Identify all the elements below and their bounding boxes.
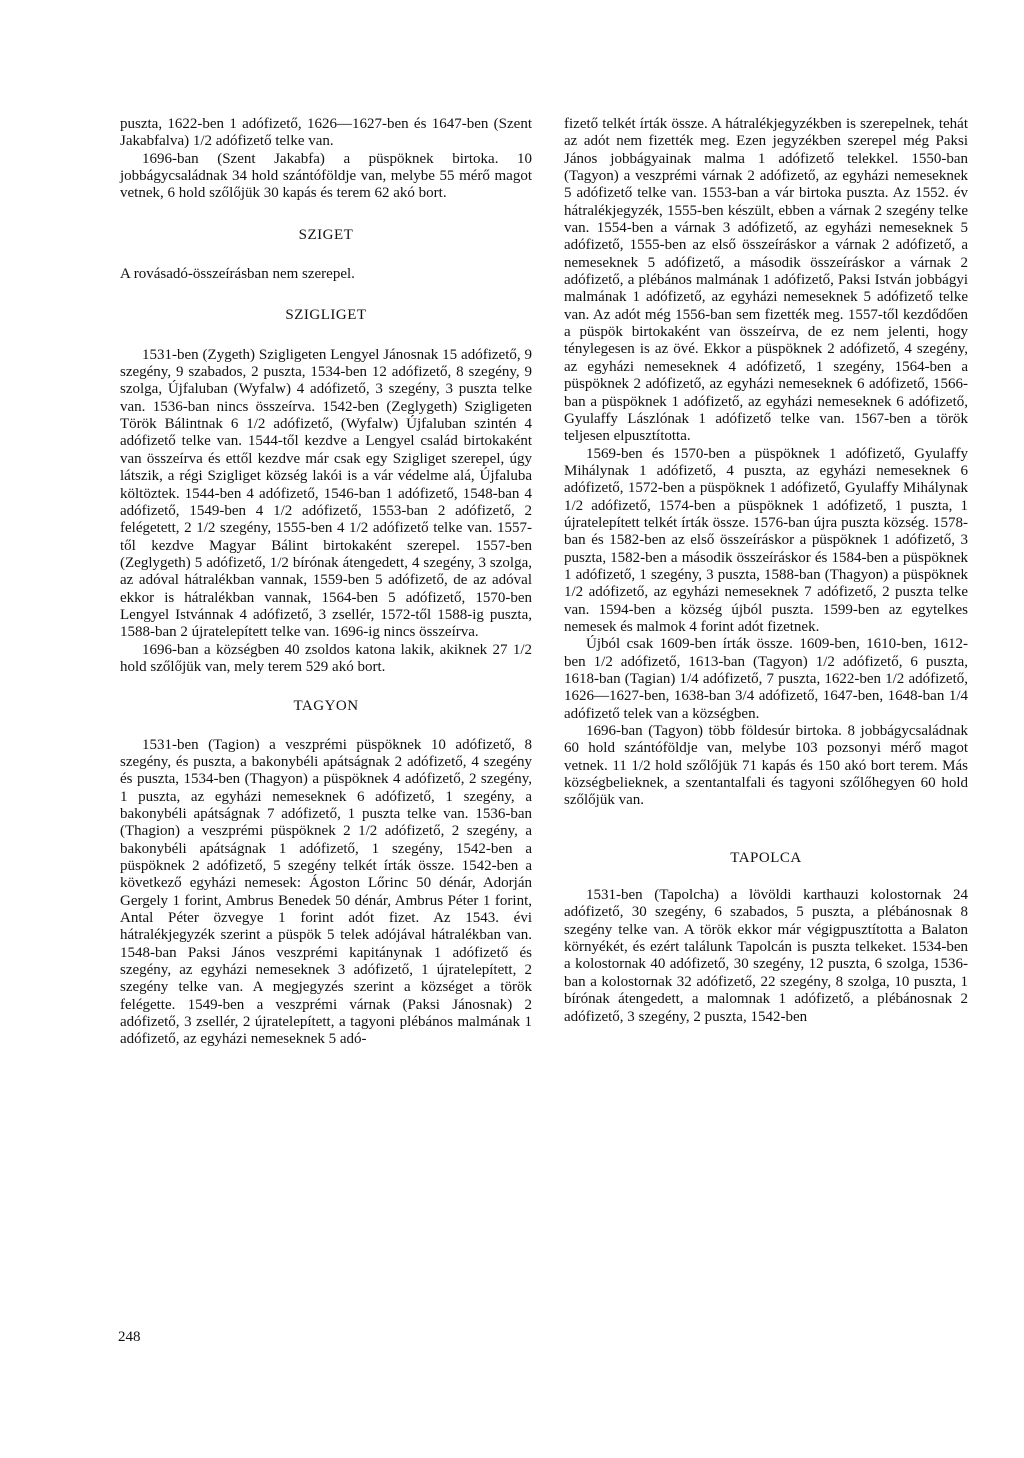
right-column bbox=[564, 116, 968, 1026]
page-number: 248 bbox=[118, 1329, 141, 1345]
paragraph: 1569-ben és 1570-ben a püspöknek 1 adófizető, Gyulaffy Mihálynak 1 adófizető, 4 puszta, az egyházi nemeseknek 6 adófizető, 1572-ben a püspöknek 1 adófizető, Gyulaffy Mihálynak 1/2 adófizető, 1574-ben a püspöknek 1 adófizető, 1 puszta, 1 újratelepített telkét írták össze. 1576-ban újra puszta község. 1578-ban és 1582-ben az első összeíráskor a püspöknek 1 adófizető, 3 puszta, 1582-ben a második összeíráskor és 1584-ben a püspöknek 1 adófizető, 1 szegény, 3 puszta, 1588-ban (Thagyon) a püspöknek 1/2 adófizető, az egyházi nemeseknek 7 adófizető, 2 puszta telke van. 1594-ben a község újból puszta. 1599-ben az egytelkes nemesek és malmok 4 forint adót fizetnek. bbox=[564, 445, 968, 635]
paragraph: Újból csak 1609-ben írták össze. 1609-ben, 1610-ben, 1612-ben 1/2 adófizető, 1613-ban (Tagyon) 1/2 adófizető, 6 puszta, 1618-ban (Tagian) 1/4 adófizető, 7 puszta, 1622-ben 1/2 adófizető, 1626—1627-ben, 1638-ban 3/4 adófizető, 1647-ben, 1648-ban 1/4 adófizető telek van a községben. bbox=[564, 636, 968, 722]
paragraph: 1696-ban a községben 40 zsoldos katona lakik, akiknek 27 1/2 hold szőlőjük van, mely terem 529 akó bort. bbox=[120, 641, 532, 675]
paragraph: 1531-ben (Zygeth) Szigligeten Lengyel Jánosnak 15 adófizető, 9 szegény, 9 szabados, 2 puszta, 1534-ben 12 adófizető, 8 szegény, 9 szolga, Újfaluban (Wyfalw) 4 adófizető, 3 szegény, 3 puszta telke van. 1536-ban nincs összeírva. 1542-ben (Zeglygeth) Szigligeten Török Bálintnak 6 1/2 adófizető, (Wyfalw) Újfaluban szintén 4 adófizető telke van. 1544-től kezdve a Lengyel család birtokaként van összeírva és ettől kezdve már csak egy Szigliget szerepel, úgy látszik, a régi Szigliget község lakói is a vár védelme alá, Újfaluba költöztek. 1544-ben 4 adófizető, 1546-ban 1 adófizető, 1548-ban 4 adófizető, 1549-ben 4 1/2 adófizető, 1553-ban 2 adófizető, 2 felégetett, 2 1/2 szegény, 1555-ben 4 1/2 adófizető telke van. 1557-től kezdve Magyar Bálint birtokaként szerepel. 1557-ben (Zeglygeth) 5 adófizető, 1/2 bírónak átengedett, 4 szegény, 3 szolga, az adóval hátralékban vannak, 1559-ben 5 adófizető, de az adóval ekkor is hátralékban vannak, 1564-ben 5 adófizető, 1570-ben Lengyel Istvánnak 4 adófizető, 3 zsellér, 1572-től 1588-ig puszta, 1588-ban 2 újratelepített telke van. 1696-ig nincs összeírva. bbox=[120, 346, 532, 641]
paragraph: 1696-ban (Tagyon) több földesúr birtoka. 8 jobbágycsaládnak 60 hold szántóföldje van, melybe 103 pozsonyi mérő magot vetnek. 11 1/2 hold szőlőjük 71 kapás és 150 akó bort terem. Más községbelieknek, a szentantalfali és tagyoni szőlőhegyen 60 hold szőlőjük van. bbox=[564, 723, 968, 809]
section-heading-szigliget: SZIGLIGET bbox=[285, 307, 367, 324]
section-heading-sziget: SZIGET bbox=[298, 226, 354, 243]
paragraph: 1696-ban (Szent Jakabfa) a püspöknek birtoka. 10 jobbágycsaládnak 34 hold szántóföldje van, melybe 55 mérő magot vetnek, 6 hold szőlőjük 30 kapás és terem 62 akó bort. bbox=[120, 150, 532, 202]
left-column bbox=[120, 116, 532, 1049]
section-heading-tagyon: TAGYON bbox=[293, 698, 359, 715]
paragraph: A rovásadó-összeírásban nem szerepel. bbox=[120, 266, 355, 283]
paragraph: 1531-ben (Tagion) a veszprémi püspöknek 10 adófizető, 8 szegény, és puszta, a bakonybéli apátságnak 2 adófizető, 4 szegény és puszta, 1534-ben (Thagyon) a püspöknek 4 adófizető, 2 szegény, 1 puszta, az egyházi nemeseknek 6 adófizető, 1 szegény, a bakonybéli apátságnak 7 adófizető, 1 puszta telke van. 1536-ban (Thagion) a veszprémi püspöknek 2 1/2 adófizető, 2 szegény, a bakonybéli apátságnak 1 adófizető, 1 szegény, 1542-ben a püspöknek 2 adófizető, 5 szegény telkét írták össze. 1542-ben a következő egyházi nemesek: Ágoston Lőrinc 50 dénár, Adorján Gergely 1 forint, Ambrus Benedek 50 dénár, Ambrus Péter 1 forint, Antal Péter özvegye 1 forint adót fizet. Az 1543. évi hátralékjegyzék szerint a püspök 5 telek adójával hátralékban van. 1548-ban Paksi János veszprémi kapitánynak 1 adófizető és szegény, az egyházi nemeseknek 3 adófizető, 1 újratelepített, 2 szegény telke van. A megjegyzés szerint a községet a török felégette. 1549-ben a veszprémi várnak (Paksi Jánosnak) 2 adófizető, 3 zsellér, 2 újratelepített, a tagyoni plébános malmának 1 adófizető, az egyházi nemeseknek 5 adó- bbox=[120, 736, 532, 1048]
paragraph: 1531-ben (Tapolcha) a lövöldi karthauzi kolostornak 24 adófizető, 30 szegény, 6 szabados, 5 puszta, a plébánosnak 8 szegény telke van. A török ekkor már végigpusztította a Balaton környékét, és ezért találunk Tapolcán is puszta telkeket. 1534-ben a kolostornak 40 adófizető, 30 szegény, 12 puszta, 6 szolga, 1536-ban a kolostornak 32 adófizető, 22 szegény, 8 szolga, 10 puszta, 1 bírónak átengedett, a malomnak 1 adófizető, a plébánosnak 2 adófizető, 3 szegény, 2 puszta, 1542-ben bbox=[564, 887, 968, 1025]
section-heading-tapolca: TAPOLCA bbox=[730, 849, 802, 866]
paragraph: puszta, 1622-ben 1 adófizető, 1626—1627-ben és 1647-ben (Szent Jakabfalva) 1/2 adófizető telke van. bbox=[120, 116, 532, 150]
paragraph: fizető telkét írták össze. A hátralékjegyzékben is szerepelnek, tehát az adót nem fizették meg. Ezen jegyzékben szerepel még Paksi János jobbágyainak malma 1 adófizető telekkel. 1550-ban (Tagyon) a veszprémi várnak 2 adófizető, az egyházi nemeseknek 5 adófizető telke van. 1553-ban a vár birtoka puszta. Az 1552. év hátralékjegyzék, 1555-ben készült, ebben a várnak 2 szegény telke van. 1554-ben a várnak 3 adófizető, az egyházi nemeseknek 5 adófizető, 1555-ben az első összeíráskor a várnak 2 adófizető, a nemeseknek 5 adófizető, a második összeíráskor a várnak 2 adófizető, a plébános malmának 1 adófizető, Paksi István jobbágyi malmának 1 adófizető, az egyházi nemeseknek 5 adófizető telke van. Az adót még 1556-ban sem fizették meg. 1557-től kezdődően a püspök birtokaként van összeírva, de ez nem jelenti, hogy ténylegesen is az övé. Ekkor a püspöknek 2 adófizető, 4 szegény, az egyházi nemeseknek 4 adófizető, 1 szegény, 1564-ben a püspöknek 2 adófizető, az egyházi nemeseknek 6 adófizető, 1566-ban a püspöknek 1 adófizető, az egyházi nemeseknek 6 adófizető, Gyulaffy Lászlónak 1 adófizető telke van. 1567-ben a török teljesen elpusztította. bbox=[564, 116, 968, 445]
